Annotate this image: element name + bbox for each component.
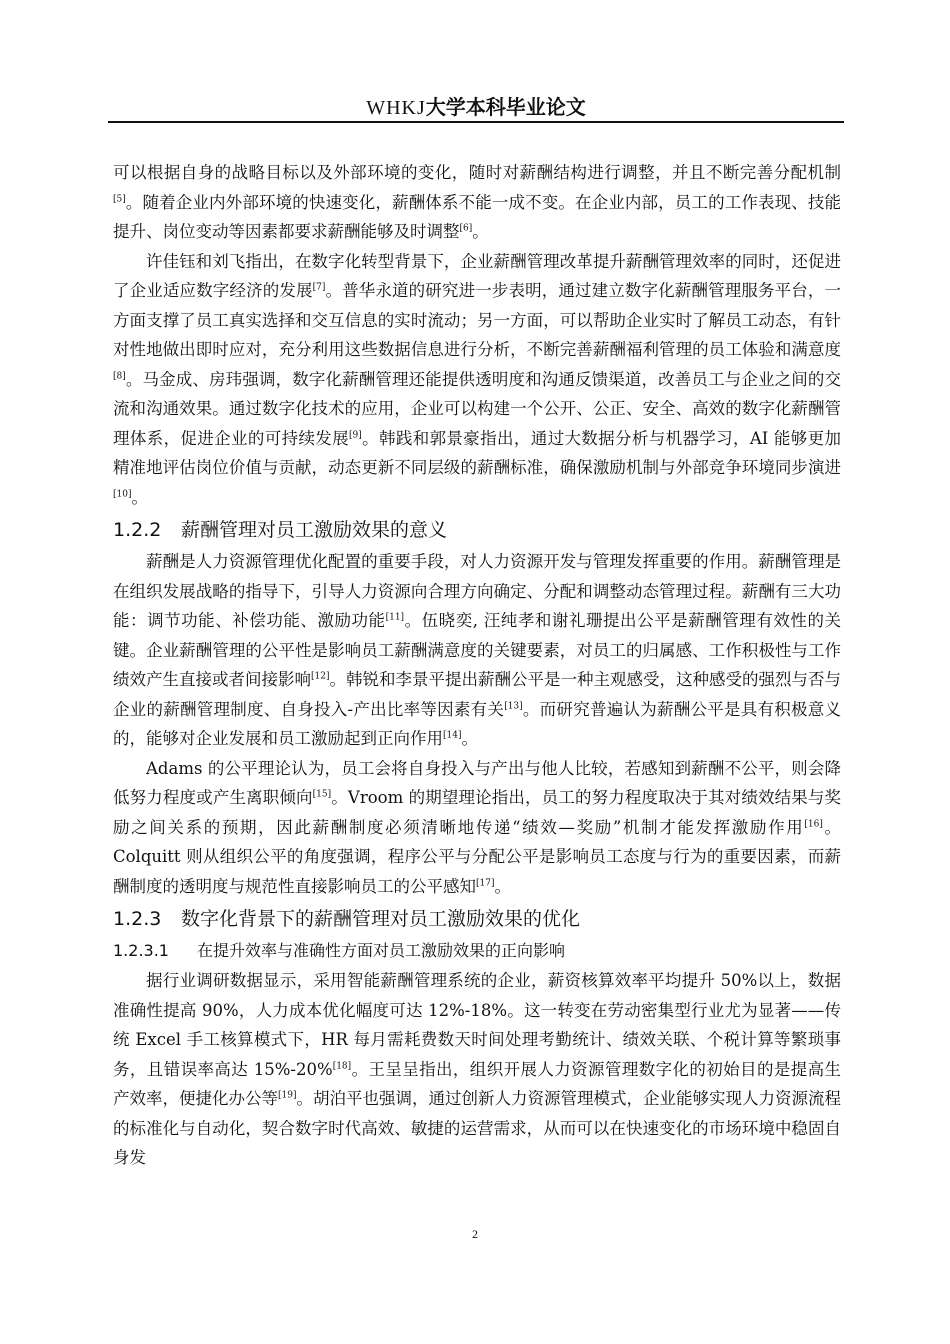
paragraph: 据行业调研数据显示，采用智能薪酬管理系统的企业，薪资核算效率平均提升 50%以上，数据准确性提高 90%，人力成本优化幅度可达 12%-18%。这一转变在劳动密集型行业尤为显著——传统 Excel 手工核算模式下，HR 每月需耗费数天时间处理考勤统计、绩效关联、个税计算等繁琐事务，且错误率高达 15%-20%[18]。王呈呈指出，组织开展人力资源管理数字化的初始目的是提高生产效率，便捷化办公等[19]。胡泊平也强调，通过创新人力资源管理模式，企业能够实现人力资源流程的标准化与自动化，契合数字时代高效、敏捷的运营需求，从而可以在快速变化的市场环境中稳固自身发 <box>113 971 842 1167</box>
citation: [9] <box>349 430 362 440</box>
section-title: 薪酬管理对员工激励效果的意义 <box>181 519 448 541</box>
page-number: 2 <box>472 1227 478 1241</box>
citation: [18] <box>332 1061 352 1071</box>
citation: [14] <box>443 730 462 741</box>
citation: [17] <box>476 878 495 888</box>
citation: [10] <box>113 489 132 499</box>
citation: [7] <box>312 282 326 293</box>
section-heading <box>113 514 841 547</box>
subsection-heading <box>113 936 841 966</box>
header-title: 大学本科毕业论文 <box>425 95 586 119</box>
section-heading <box>113 903 841 936</box>
paragraph: 薪酬是人力资源管理优化配置的重要手段，对人力资源开发与管理发挥重要的作用。薪酬管理是在组织发展战略的指导下，引导人力资源向合理方向确定、分配和调整动态管理过程。薪酬有三大功能：调节功能、补偿功能、激励功能[11]。伍晓奕, 汪纯孝和谢礼珊提出公平是薪酬管理有效性的关键。企业薪酬管理的公平性是影响员工薪酬满意度的关键要素，对员工的归属感、工作积极性与工作绩效产生直接或者间接影响[12]。韩锐和李景平提出薪酬公平是一种主观感受，这种感受的强烈与否与企业的薪酬管理制度、自身投入-产出比率等因素有关[13]。而研究普遍认为薪酬公平是具有积极意义的，能够对企业发展和员工激励起到正向作用[14]。 <box>113 552 842 748</box>
citation: [13] <box>504 701 523 711</box>
subsection-number: 1.2.3.1 <box>113 941 169 960</box>
page-header <box>108 94 844 123</box>
paragraph: 许佳钰和刘飞指出，在数字化转型背景下，企业薪酬管理改革提升薪酬管理效率的同时，还促进了企业适应数字经济的发展[7]。普华永道的研究进一步表明，通过建立数字化薪酬管理服务平台，一方面支撑了员工真实选择和交互信息的实时流动；另一方面，可以帮助企业实时了解员工动态，有针对性地做出即时应对，充分利用这些数据信息进行分析，不断完善薪酬福利管理的员工体验和满意度[8]。马金成、房玮强调，数字化薪酬管理还能提供透明度和沟通反馈渠道，改善员工与企业之间的交流和沟通效果。通过数字化技术的应用，企业可以构建一个公开、公正、安全、高效的数字化薪酬管理体系，促进企业的可持续发展[9]。韩践和郭景豪指出，通过大数据分析与机器学习，AI 能够更加精准地评估岗位价值与贡献，动态更新不同层级的薪酬标准，确保激励机制与外部竞争环境同步演进[10]。 <box>113 251 842 507</box>
paragraph: Adams 的公平理论认为，员工会将自身投入与产出与他人比较，若感知到薪酬不公平，则会降低努力程度或产生离职倾向[15]。Vroom 的期望理论指出，员工的努力程度取决于其对绩效结果与奖励之间关系的预期，因此薪酬制度必须清晰地传递“绩效—奖励”机制才能发挥激励作用[16]。Colquitt 则从组织公平的角度强调，程序公平与分配公平是影响员工态度与行为的重要因素，而薪酬制度的透明度与规范性直接影响员工的公平感知[17]。 <box>113 758 842 896</box>
citation: [5] <box>113 194 126 204</box>
section-number: 1.2.2 <box>113 519 162 541</box>
header-code: WHKJ <box>366 97 426 119</box>
citation: [19] <box>278 1090 297 1101</box>
section-title: 数字化背景下的薪酬管理对员工激励效果的优化 <box>181 908 581 930</box>
citation: [6] <box>459 223 473 234</box>
citation: [11] <box>385 612 405 623</box>
subsection-title: 在提升效率与准确性方面对员工激励效果的正向影响 <box>197 941 566 960</box>
citation: [8] <box>113 371 126 381</box>
citation: [12] <box>311 671 330 682</box>
page-content <box>113 158 841 1173</box>
citation: [15] <box>312 789 332 800</box>
paragraph: 可以根据自身的战略目标以及外部环境的变化，随时对薪酬结构进行调整，并且不断完善分配机制[5]。随着企业内外部环境的快速变化，薪酬体系不能一成不变。在企业内部，员工的工作表现、技能提升、岗位变动等因素都要求薪酬能够及时调整[6]。 <box>113 163 841 241</box>
citation: [16] <box>804 819 823 829</box>
section-number: 1.2.3 <box>113 908 162 930</box>
